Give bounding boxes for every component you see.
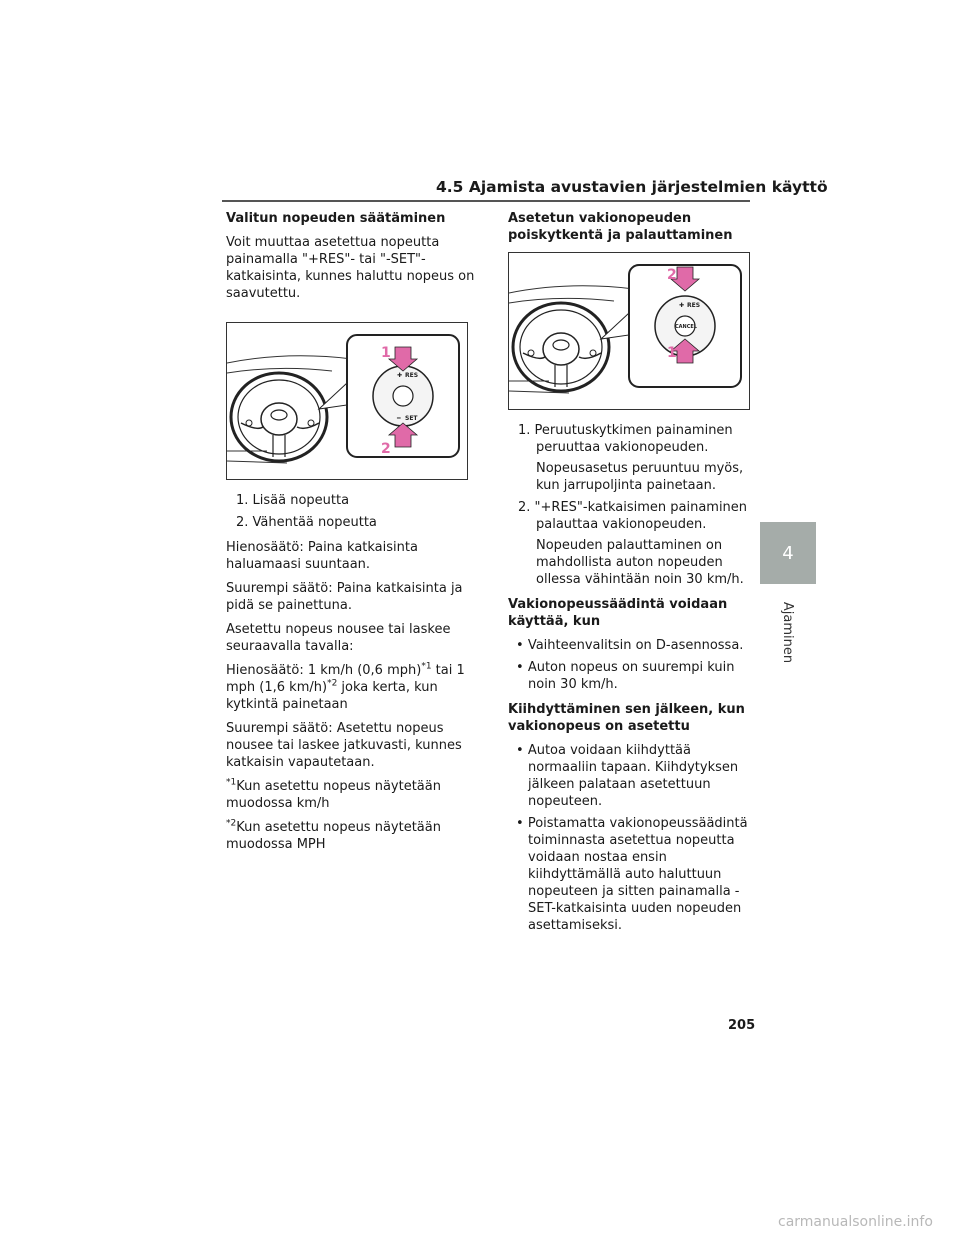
list-item: • Vaihteenvalitsin on D-asennossa. — [516, 638, 744, 653]
left-heading: Valitun nopeuden säätäminen — [226, 211, 446, 226]
watermark: carmanualsonline.info — [778, 1214, 933, 1230]
list-item: • Autoa voidaan kiihdyttää normaaliin tapaan. Kiihdytyksen jälkeen palataan asetettuun nopeuteen. — [516, 743, 739, 809]
left-column — [226, 210, 476, 860]
header-rule — [222, 200, 750, 202]
right-heading-3: Kiihdyttäminen sen jälkeen, kun vakionopeus on asetettu — [508, 702, 745, 734]
right-numbered-list — [508, 422, 750, 588]
left-intro: Voit muuttaa asetettua nopeutta painamalla "+RES"- tai "-SET"-katkaisinta, kunnes haluttu nopeus on saavutettu. — [226, 235, 475, 301]
footnote-1: $^{*1}$Kun asetettu nopeus näytetään muodossa km/h — [226, 777, 441, 811]
left-numbered-list — [226, 492, 476, 531]
paragraph: Suurempi säätö: Paina katkaisinta ja pidä se painettuna. — [226, 581, 463, 613]
list-item: 1. Peruutuskytkimen painaminen peruuttaa vakionopeuden. Nopeusasetus peruuntuu myös, kun jarrupoljinta painetaan. — [518, 423, 744, 493]
svg-text:✚: ✚ — [397, 372, 403, 379]
res-label: RES — [687, 302, 701, 309]
bullet-list-conditions — [508, 637, 750, 693]
res-label: RES — [405, 372, 419, 379]
steering-switch-illustration — [227, 323, 467, 479]
list-item: 1. Lisää nopeutta — [236, 493, 350, 508]
paragraph: Asetettu nopeus nousee tai laskee seuraavalla tavalla: — [226, 622, 451, 654]
paragraph-fine-adjust: Hienosäätö: 1 km/h (0,6 mph)$^{*1}$ tai 1 mph (1,6 km/h)$^{*2}$ joka kerta, kun kytkintä painetaan — [226, 661, 465, 712]
callout-1: 1 — [667, 345, 677, 361]
steering-switch-figure — [226, 322, 468, 480]
svg-text:✚: ✚ — [679, 302, 685, 309]
page-number: 205 — [728, 1018, 756, 1033]
chapter-tab: 4 — [760, 522, 816, 584]
section-header: 4.5 Ajamista avustavien järjestelmien käyttö — [436, 178, 828, 196]
bullet-list-acceleration — [508, 742, 750, 934]
cancel-label: CANCEL — [675, 324, 697, 330]
right-heading-2: Vakionopeussäädintä voidaan käyttää, kun — [508, 597, 728, 629]
footnote-2: $^{*2}$Kun asetettu nopeus näytetään muodossa MPH — [226, 818, 441, 852]
paragraph: Hienosäätö: Paina katkaisinta haluamaasi suuntaan. — [226, 540, 418, 572]
callout-1: 1 — [381, 345, 391, 361]
cancel-switch-figure — [508, 252, 750, 410]
callout-2: 2 — [381, 441, 391, 457]
right-column — [508, 210, 750, 942]
set-label: SET — [405, 415, 418, 422]
callout-2: 2 — [667, 267, 677, 283]
list-item: • Poistamatta vakionopeussäädintä toiminnasta asetettua nopeutta voidaan nostaa ensin kiihdyttämällä auto haluttuun nopeuteen ja sitten painamalla -SET-katkaisinta uuden nopeuden asettamiseksi. — [516, 816, 748, 933]
right-heading: Asetetun vakionopeuden poiskytkentä ja palauttaminen — [508, 211, 733, 243]
svg-text:━: ━ — [397, 415, 401, 422]
chapter-tab-label: Ajaminen — [780, 601, 796, 663]
cancel-switch-illustration — [509, 253, 749, 409]
list-item: 2. "+RES"-katkaisimen painaminen palauttaa vakionopeuden. Nopeuden palauttaminen on mahdollista auton nopeuden ollessa vähintään noin 30 km/h. — [518, 500, 748, 587]
list-item: 2. Vähentää nopeutta — [236, 515, 377, 530]
list-item: • Auton nopeus on suurempi kuin noin 30 km/h. — [516, 660, 735, 692]
paragraph: Suurempi säätö: Asetettu nopeus nousee tai laskee jatkuvasti, kunnes katkaisin vapautetaan. — [226, 721, 462, 770]
